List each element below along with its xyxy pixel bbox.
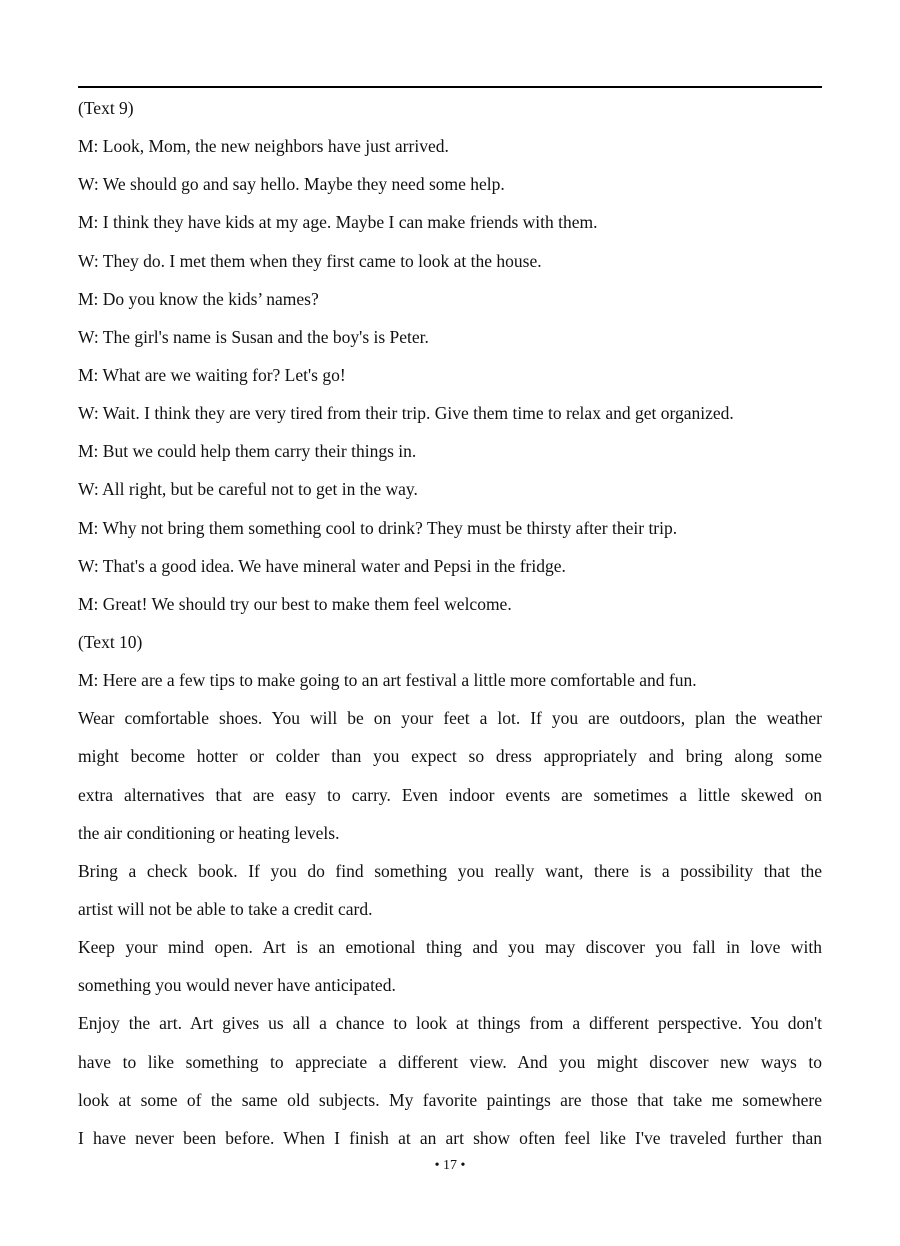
paragraph-line: look at some of the same old subjects. My favorite paintings are those that take me somewhere bbox=[78, 1089, 822, 1110]
header-rule bbox=[78, 86, 822, 88]
dialogue-line: M: Look, Mom, the new neighbors have just arrived. bbox=[78, 136, 449, 157]
dialogue-line: W: All right, but be careful not to get in the way. bbox=[78, 479, 418, 500]
paragraph-line: Wear comfortable shoes. You will be on your feet a lot. If you are outdoors, plan the weather bbox=[78, 708, 822, 729]
dialogue-line: M: What are we waiting for? Let's go! bbox=[78, 364, 346, 385]
paragraph-line: have to like something to appreciate a different view. And you might discover new ways to bbox=[78, 1051, 822, 1072]
dialogue-line: M: I think they have kids at my age. Maybe I can make friends with them. bbox=[78, 212, 598, 233]
dialogue-line: M: But we could help them carry their things in. bbox=[78, 441, 417, 462]
dialogue-line: M: Do you know the kids’ names? bbox=[78, 288, 319, 309]
paragraph-line: the air conditioning or heating levels. bbox=[78, 822, 340, 843]
dialogue-line: M: Great! We should try our best to make them feel welcome. bbox=[78, 593, 512, 614]
paragraph-line: artist will not be able to take a credit card. bbox=[78, 898, 373, 919]
dialogue-line: W: The girl's name is Susan and the boy's is Peter. bbox=[78, 326, 429, 347]
paragraph-line: might become hotter or colder than you expect so dress appropriately and bring along some bbox=[78, 746, 822, 767]
dialogue-line: W: Wait. I think they are very tired from their trip. Give them time to relax and get organized. bbox=[78, 403, 734, 424]
section-heading: (Text 9) bbox=[78, 98, 134, 118]
dialogue-line: W: We should go and say hello. Maybe they need some help. bbox=[78, 174, 505, 195]
paragraph-line: I have never been before. When I finish at an art show often feel like I've traveled further than bbox=[78, 1127, 822, 1148]
dialogue-line: W: They do. I met them when they first came to look at the house. bbox=[78, 250, 542, 271]
document-body bbox=[78, 89, 822, 1157]
paragraph-line: Bring a check book. If you do find something you really want, there is a possibility that the bbox=[78, 860, 822, 881]
page-number: • 17 • bbox=[434, 1158, 466, 1173]
dialogue-line: W: That's a good idea. We have mineral water and Pepsi in the fridge. bbox=[78, 555, 566, 576]
paragraph-line: M: Here are a few tips to make going to an art festival a little more comfortable and fun. bbox=[78, 670, 697, 691]
paragraph-line: extra alternatives that are easy to carry. Even indoor events are sometimes a little skewed on bbox=[78, 784, 822, 805]
paragraph-line: something you would never have anticipated. bbox=[78, 975, 396, 996]
paragraph-line: Enjoy the art. Art gives us all a chance to look at things from a different perspective. You don't bbox=[78, 1013, 822, 1034]
section-heading: (Text 10) bbox=[78, 631, 143, 652]
dialogue-line: M: Why not bring them something cool to drink? They must be thirsty after their trip. bbox=[78, 517, 678, 538]
paragraph-line: Keep your mind open. Art is an emotional thing and you may discover you fall in love with bbox=[78, 937, 822, 958]
